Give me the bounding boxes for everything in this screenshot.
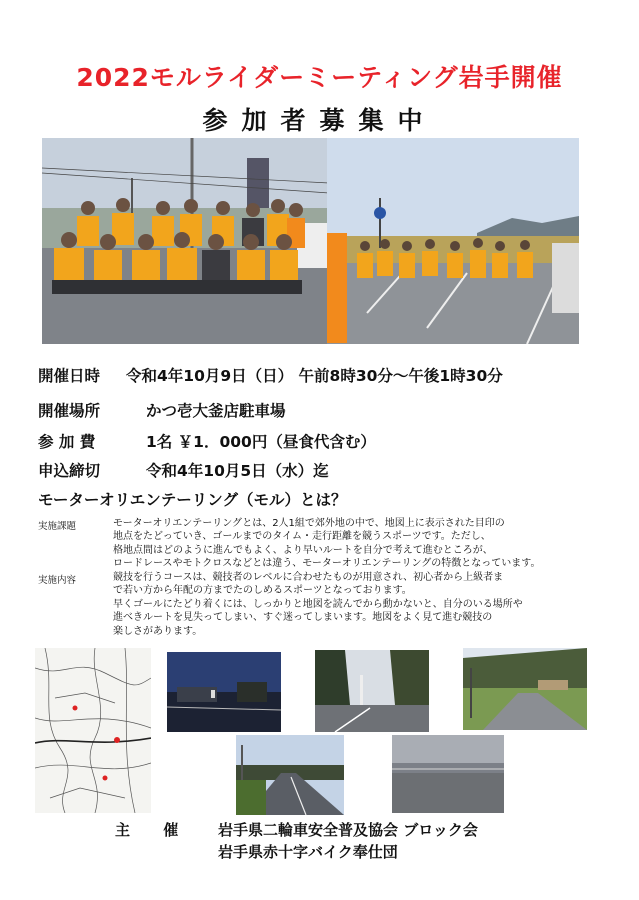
page-title: 2022モルライダーミーティング岩手開催 — [76, 63, 563, 92]
course-photo-road-trees — [315, 650, 429, 732]
organizer-label — [115, 819, 192, 840]
date-label: 開催日時 — [38, 367, 101, 385]
tasks-line: ロードレースやモトクロスなどとは違う、モーターオリエンテーリングの特徴となっています。 — [113, 558, 541, 570]
course-photo-open-road — [392, 735, 504, 813]
course-photo-highway — [236, 735, 344, 815]
content-text — [113, 571, 523, 638]
page-subtitle: 参加者募集中 — [202, 106, 437, 135]
group-photo-left — [42, 138, 329, 344]
content-line: 楽しさがあります。 — [113, 625, 203, 637]
content-label: 実施内容 — [38, 575, 77, 586]
deadline-label: 申込締切 — [38, 462, 101, 480]
deadline-value: 令和4年10月5日（水）迄 — [146, 462, 329, 480]
content-line: 進べきルートを見失ってしまい、すぐ迷ってしまいます。地図をよく見て進む競技の — [113, 612, 493, 624]
tasks-line: 地点をたどっていき、ゴールまでのタイム・走行距離を競うスポーツです。ただし、 — [113, 531, 491, 543]
venue-label: 開催場所 — [38, 402, 101, 420]
tasks-line: モーターオリエンテーリングとは、2人1組で郊外地の中で、地図上に表示された目印の — [113, 518, 505, 529]
content-line: 競技を行うコースは、競技者のレベルに合わせたものが用意され、初心者から上級者ま — [113, 572, 504, 583]
course-map — [35, 648, 151, 813]
about-heading: モーターオリエンテーリング（モル）とは？ — [38, 491, 347, 509]
organizer-line2: 岩手県赤十字バイク奉仕団 — [218, 843, 398, 861]
organizer-line1: 岩手県二輪車安全普及協会 ブロック会 — [218, 821, 478, 839]
content-line: 早くゴールにたどり着くには、しっかりと地図を読んでから動かないと、自分のいる場所や — [113, 598, 523, 610]
tasks-line: 格地点間はどのように進んでもよく、より早いルートを自分で考えて進むところが、 — [113, 544, 493, 556]
tasks-label: 実施課題 — [38, 521, 77, 532]
date-value: 令和4年10月9日（日） 午前8時30分～午後1時30分 — [126, 367, 503, 385]
course-photo-dusk — [167, 652, 281, 732]
fee-label: 参 加 費 — [38, 433, 96, 451]
organizer-label-text: 主 催 — [115, 821, 193, 839]
group-photo-right — [327, 138, 579, 344]
content-line: で若い方から年配の方までたのしめるスポーツとなっております。 — [113, 585, 412, 597]
venue-value: かつ壱大釜店駐車場 — [146, 402, 286, 420]
fee-value: 1名 ￥1．000円（昼食代含む） — [146, 433, 376, 451]
tasks-text — [113, 517, 541, 571]
course-photo-rural-road — [463, 648, 587, 730]
